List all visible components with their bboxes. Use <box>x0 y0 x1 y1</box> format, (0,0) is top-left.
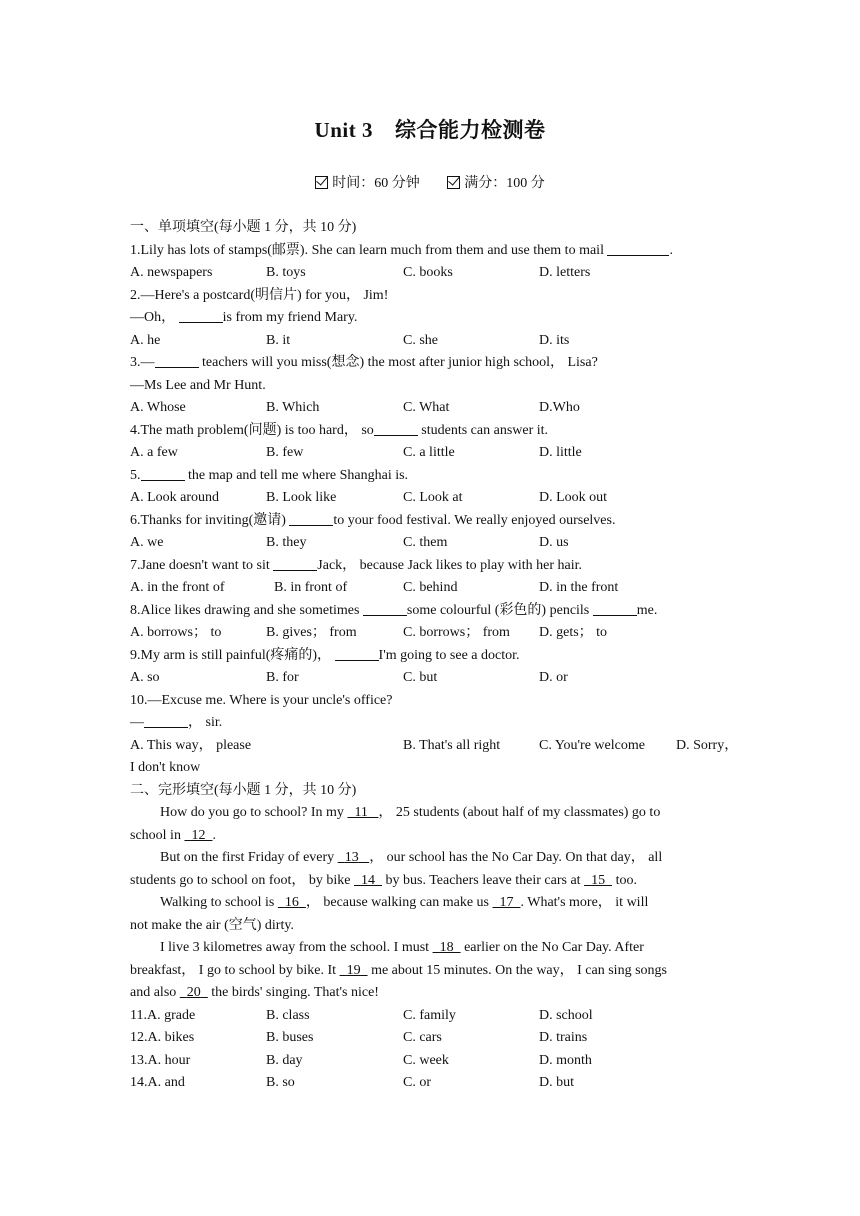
passage-line: But on the first Friday of every 13 ， our school has the No Car Day. On that day， all <box>160 850 663 865</box>
options-row: A. we B. they C. them D. us <box>130 535 569 550</box>
passage-line: not make the air (空气) dirty. <box>130 917 294 933</box>
numbered-blank: 13 <box>344 850 359 865</box>
page-title <box>0 114 860 144</box>
question-stem: 4.The math problem(问题) is too hard， so students can answer it. <box>130 422 549 438</box>
options-row: 14.A. and B. so C. or D. but <box>130 1075 574 1090</box>
answer-blank <box>593 601 637 616</box>
options-row: 12.A. bikes B. buses C. cars D. trains <box>130 1030 588 1045</box>
answer-blank <box>607 241 669 256</box>
numbered-blank: 20 <box>186 985 201 1000</box>
options-row: A. he B. it C. she D. its <box>130 332 570 348</box>
options-row: A. Whose B. Which C. What D.Who <box>130 400 580 415</box>
options-row-wrap: I don't know <box>130 760 201 775</box>
answer-blank <box>273 556 317 571</box>
question-stem: 7.Jane doesn't want to sit Jack， because Jack likes to play with her hair. <box>130 557 583 573</box>
numbered-blank: 19 <box>346 962 361 978</box>
section-heading: 二、完形填空(每小题 1 分，共 10 分) <box>130 782 357 798</box>
passage-line: I live 3 kilometres away from the school. I must 18 earlier on the No Car Day. After <box>160 940 644 955</box>
passage-line: breakfast， I go to school by bike. It 19 me about 15 minutes. On the way， I can sing songs <box>130 962 667 978</box>
question-stem: 6.Thanks for inviting(邀请) to your food festival. We really enjoyed ourselves. <box>130 512 616 528</box>
title-unit: Unit 3 <box>314 118 373 142</box>
numbered-blank: 15 <box>591 872 606 888</box>
checkbox-icon <box>315 176 328 189</box>
question-stem: 3.— teachers will you miss(想念) the most after junior high school， Lisa? <box>130 355 598 370</box>
title-name: 综合能力检测卷 <box>394 118 546 142</box>
question-stem: —Ms Lee and Mr Hunt. <box>130 377 266 393</box>
full-score: 满分：100 分 <box>447 172 545 192</box>
answer-blank <box>144 713 188 728</box>
passage-line: and also 20 the birds' singing. That's nice! <box>130 985 379 1000</box>
numbered-blank: 17 <box>499 895 514 910</box>
answer-blank <box>289 511 333 526</box>
time-limit: 时间：60 分钟 <box>315 172 420 192</box>
options-row: 13.A. hour B. day C. week D. month <box>130 1052 592 1068</box>
checkbox-icon <box>447 176 460 189</box>
answer-blank <box>374 421 418 436</box>
passage-line: Walking to school is 16 ， because walking can make us 17 . What's more， it will <box>160 895 649 910</box>
question-stem: 8.Alice likes drawing and she sometimes some colourful (彩色的) pencils me. <box>130 602 658 618</box>
numbered-blank: 12 <box>191 827 206 843</box>
answer-blank <box>335 646 379 661</box>
passage-line: How do you go to school? In my 11 ， 25 students (about half of my classmates) go to <box>160 805 661 820</box>
numbered-blank: 14 <box>361 872 375 888</box>
exam-content <box>130 217 739 1095</box>
answer-blank <box>141 466 185 481</box>
options-row: 11.A. grade B. class C. family D. school <box>130 1007 593 1023</box>
exam-meta <box>0 172 860 194</box>
answer-blank <box>363 601 407 616</box>
question-stem: 1.Lily has lots of stamps(邮票). She can learn much from them and use them to mail . <box>130 242 673 258</box>
options-row: A. borrows； to B. gives； from C. borrows； from D. gets； to <box>130 625 608 640</box>
question-stem: 9.My arm is still painful(疼痛的)， I'm going to see a doctor. <box>130 647 520 663</box>
options-row: A. This way， please B. That's all right C. You're welcome D. Sorry， <box>130 737 739 753</box>
numbered-blank: 11 <box>354 805 368 820</box>
question-stem: —Oh， is from my friend Mary. <box>130 310 358 325</box>
answer-blank <box>179 308 223 323</box>
numbered-blank: 18 <box>439 940 454 955</box>
question-stem: 10.—Excuse me. Where is your uncle's office? <box>130 692 393 708</box>
options-row: A. newspapers B. toys C. books D. letters <box>130 265 591 280</box>
question-stem: 2.—Here's a postcard(明信片) for you， Jim! <box>130 287 389 303</box>
options-row: A. so B. for C. but D. or <box>130 670 568 685</box>
section-heading: 一、单项填空(每小题 1 分，共 10 分) <box>130 220 357 235</box>
options-row: A. a few B. few C. a little D. little <box>130 445 582 460</box>
question-stem: — ， sir. <box>130 715 223 730</box>
answer-blank <box>155 353 199 368</box>
options-row: A. Look around B. Look like C. Look at D. Look out <box>130 490 608 505</box>
passage-line: school in 12 . <box>130 827 216 843</box>
numbered-blank: 16 <box>284 895 299 910</box>
question-stem: 5. the map and tell me where Shanghai is. <box>130 467 409 483</box>
options-row: A. in the front of B. in front of C. behind D. in the front <box>130 580 619 595</box>
passage-line: students go to school on foot， by bike 14 by bus. Teachers leave their cars at 15 too. <box>130 872 637 888</box>
